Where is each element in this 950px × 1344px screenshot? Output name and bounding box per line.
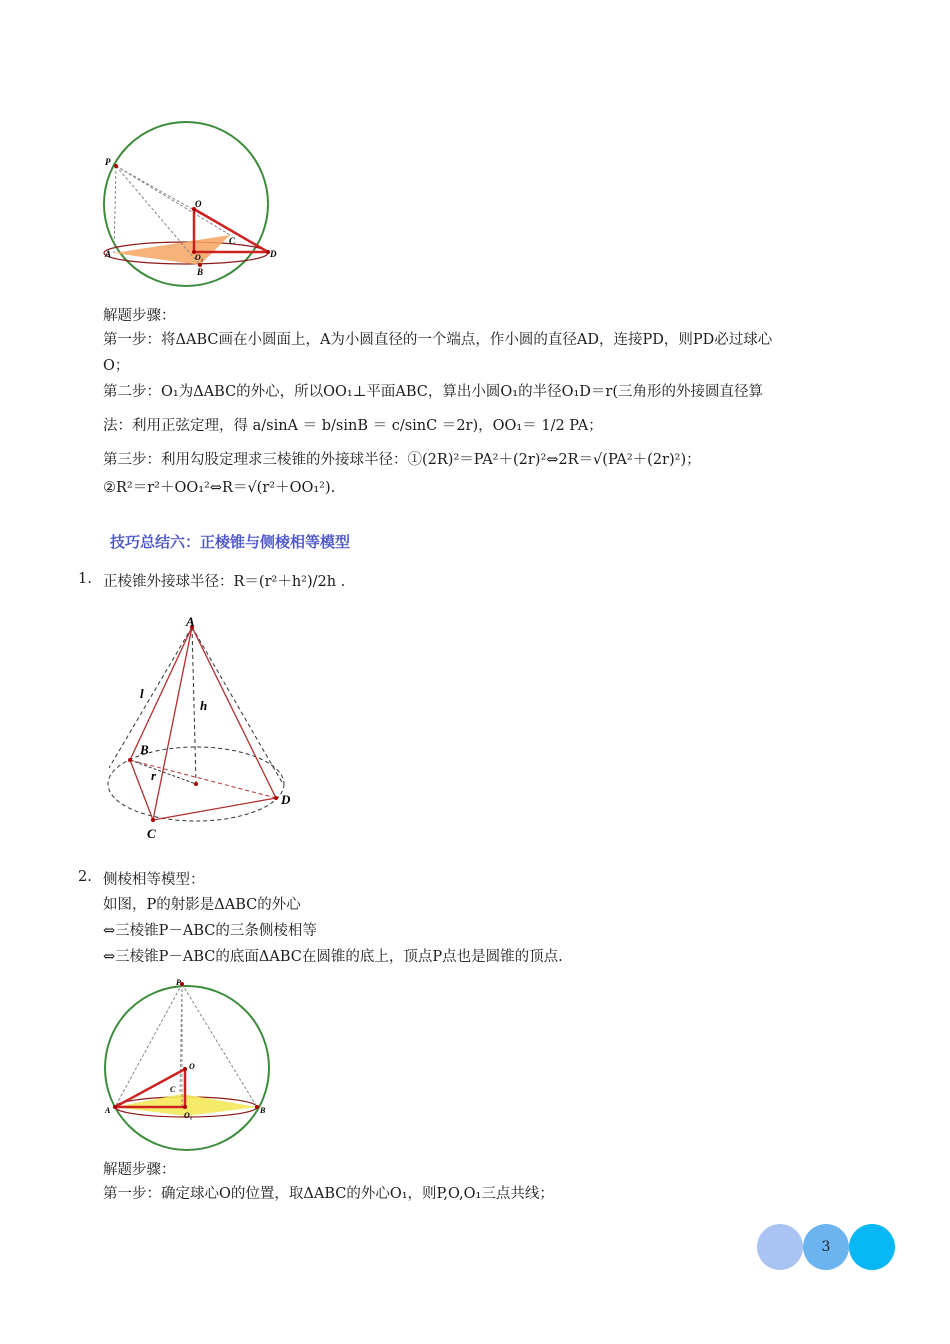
item2-line3: ⇔三棱锥P－ABC的底面ΔABC在圆锥的底上，顶点P点也是圆锥的顶点. — [103, 949, 563, 965]
label-O: O — [195, 199, 202, 209]
page-number: 3 — [821, 1239, 831, 1255]
label-A: A — [186, 614, 195, 629]
page-dot-1 — [757, 1224, 803, 1270]
item2-line1: 如图，P的射影是ΔABC的外心 — [103, 897, 301, 913]
page-dot-3 — [849, 1224, 895, 1270]
item2-number: 2. — [78, 869, 92, 885]
label-r: r — [151, 768, 157, 783]
item1-text: 正棱锥外接球半径：R＝(r²＋h²)/2h . — [103, 574, 346, 590]
step1-line2: O； — [103, 358, 130, 374]
label-l: l — [140, 686, 144, 701]
label-B: B — [140, 742, 149, 757]
label-h: h — [200, 698, 208, 713]
steps-heading-1: 解题步骤： — [103, 308, 176, 324]
step2-line2: 法：利用正弦定理，得 a/sinA ＝ b/sinB ＝ c/sinC ＝2r)，OO₁＝ 1/2 PA； — [103, 418, 603, 434]
step1-line-b: 第一步：确定球心O的位置，取ΔABC的外心O₁，则P,O,O₁三点共线； — [103, 1186, 554, 1202]
item1-number: 1. — [78, 571, 92, 587]
item2-title: 侧棱相等模型： — [103, 872, 205, 888]
label-B: B — [260, 1106, 266, 1115]
label-D: D — [281, 792, 291, 807]
label-O1: O₁ — [184, 1111, 193, 1120]
steps-heading-2: 解题步骤： — [103, 1162, 176, 1178]
label-O1: O₁ — [195, 253, 204, 262]
step3-line2: ②R²＝r²＋OO₁²⇔R＝√(r²＋OO₁²). — [103, 480, 336, 496]
item2-line2: ⇔三棱锥P－ABC的三条侧棱相等 — [103, 923, 317, 939]
label-C: C — [229, 236, 236, 246]
figure-sphere-tetrahedron-1 — [100, 118, 285, 296]
label-C: C — [147, 826, 156, 841]
label-O: O — [189, 1062, 195, 1071]
label-D: D — [270, 249, 277, 259]
label-P: P — [105, 157, 111, 167]
figure-sphere-tetrahedron-2 — [100, 976, 285, 1154]
label-B: B — [197, 267, 204, 277]
step3-line1: 第三步：利用勾股定理求三棱锥的外接球半径：①(2R)²＝PA²＋(2r)²⇔2R＝√(PA²＋(2r)²)； — [103, 452, 701, 468]
label-A: A — [105, 1106, 111, 1115]
figure-regular-pyramid — [100, 612, 310, 844]
label-C: C — [170, 1085, 176, 1094]
section-title: 技巧总结六：正棱锥与侧棱相等模型 — [110, 533, 351, 551]
step1-line1: 第一步：将ΔABC画在小圆面上，A为小圆直径的一个端点，作小圆的直径AD，连接PD，则PD必过球心 — [103, 332, 773, 348]
label-P: P — [176, 978, 181, 987]
label-A: A — [105, 249, 112, 259]
step2-line1: 第二步：O₁为ΔABC的外心，所以OO₁⊥平面ABC，算出小圆O₁的半径O₁D＝r(三角形的外接圆直径算 — [103, 384, 763, 400]
